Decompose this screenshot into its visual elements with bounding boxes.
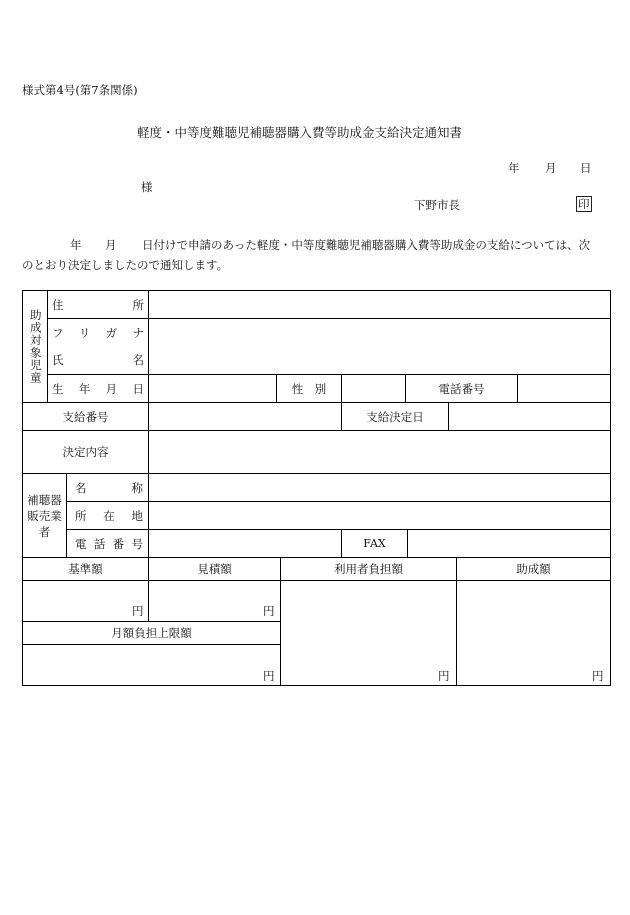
standard-amount-label: 基準額 — [68, 562, 103, 576]
body-text-line2: のとおり決定しましたので通知します。 — [22, 258, 229, 272]
dealer-name-field[interactable] — [149, 474, 610, 501]
estimate-amount-field[interactable] — [149, 581, 280, 621]
address-field[interactable] — [149, 291, 610, 318]
subsidy-amount-yen: 円 — [592, 669, 604, 683]
child-group-label: 助成対象児童 — [28, 309, 43, 384]
date-month-label: 月 — [545, 161, 557, 175]
phone-field[interactable] — [518, 375, 610, 402]
body-month-label: 月 — [105, 238, 117, 252]
seal-mark: 印 — [578, 197, 590, 211]
user-burden-label: 利用者負担額 — [334, 562, 403, 576]
gender-field[interactable] — [342, 375, 405, 402]
standard-amount-field[interactable] — [23, 581, 148, 621]
birth-date-label: 生 年 月 日 — [52, 381, 144, 396]
address-label: 住 所 — [52, 297, 144, 312]
name-label: 氏 名 — [52, 353, 144, 367]
dealer-location-field[interactable] — [149, 502, 610, 529]
user-burden-field[interactable] — [281, 581, 456, 685]
decision-date-field[interactable] — [449, 403, 610, 430]
standard-amount-yen: 円 — [132, 604, 144, 618]
monthly-limit-field[interactable] — [23, 645, 280, 685]
dealer-group-label: 補聴器販売業者 — [27, 492, 62, 539]
addressee-suffix: 様 — [141, 180, 153, 194]
decision-date-label: 支給決定日 — [366, 409, 424, 424]
document-title: 軽度・中等度難聴児補聴器購入費等助成金支給決定通知書 — [137, 125, 463, 140]
date-day-label: 日 — [580, 161, 592, 175]
phone-label: 電話番号 — [438, 381, 485, 396]
monthly-limit-label: 月額負担上限額 — [111, 626, 192, 640]
estimate-amount-label: 見積額 — [197, 562, 232, 576]
birth-date-field[interactable] — [149, 375, 276, 402]
issuer-name: 下野市長 — [414, 198, 460, 212]
payment-number-field[interactable] — [149, 403, 341, 430]
name-field[interactable] — [149, 346, 610, 374]
dealer-phone-label: 電 話 番 号 — [75, 536, 143, 551]
payment-number-label: 支給番号 — [62, 409, 109, 424]
subsidy-amount-label: 助成額 — [516, 562, 551, 576]
dealer-phone-field[interactable] — [149, 530, 341, 557]
dealer-location-label: 所 在 地 — [75, 508, 143, 523]
dealer-name-label: 名 称 — [75, 480, 143, 495]
furigana-label: フ リ ガ ナ — [52, 325, 144, 340]
monthly-limit-yen: 円 — [263, 669, 275, 683]
subsidy-amount-field[interactable] — [457, 581, 610, 685]
fax-field[interactable] — [408, 530, 610, 557]
form-number: 様式第4号(第7条関係) — [22, 83, 138, 97]
date-year-label: 年 — [508, 161, 520, 175]
decision-content-field[interactable] — [149, 431, 610, 473]
body-year-label: 年 — [70, 238, 82, 252]
user-burden-yen: 円 — [438, 669, 450, 683]
fax-label: FAX — [363, 537, 386, 550]
estimate-amount-yen: 円 — [263, 604, 275, 618]
body-text-line1: 日付けで申請のあった軽度・中等度難聴児補聴器購入費等助成金の支給については、次 — [142, 238, 591, 252]
decision-content-label: 決定内容 — [62, 445, 109, 459]
furigana-field[interactable] — [149, 319, 610, 346]
gender-label: 性 別 — [291, 381, 327, 396]
